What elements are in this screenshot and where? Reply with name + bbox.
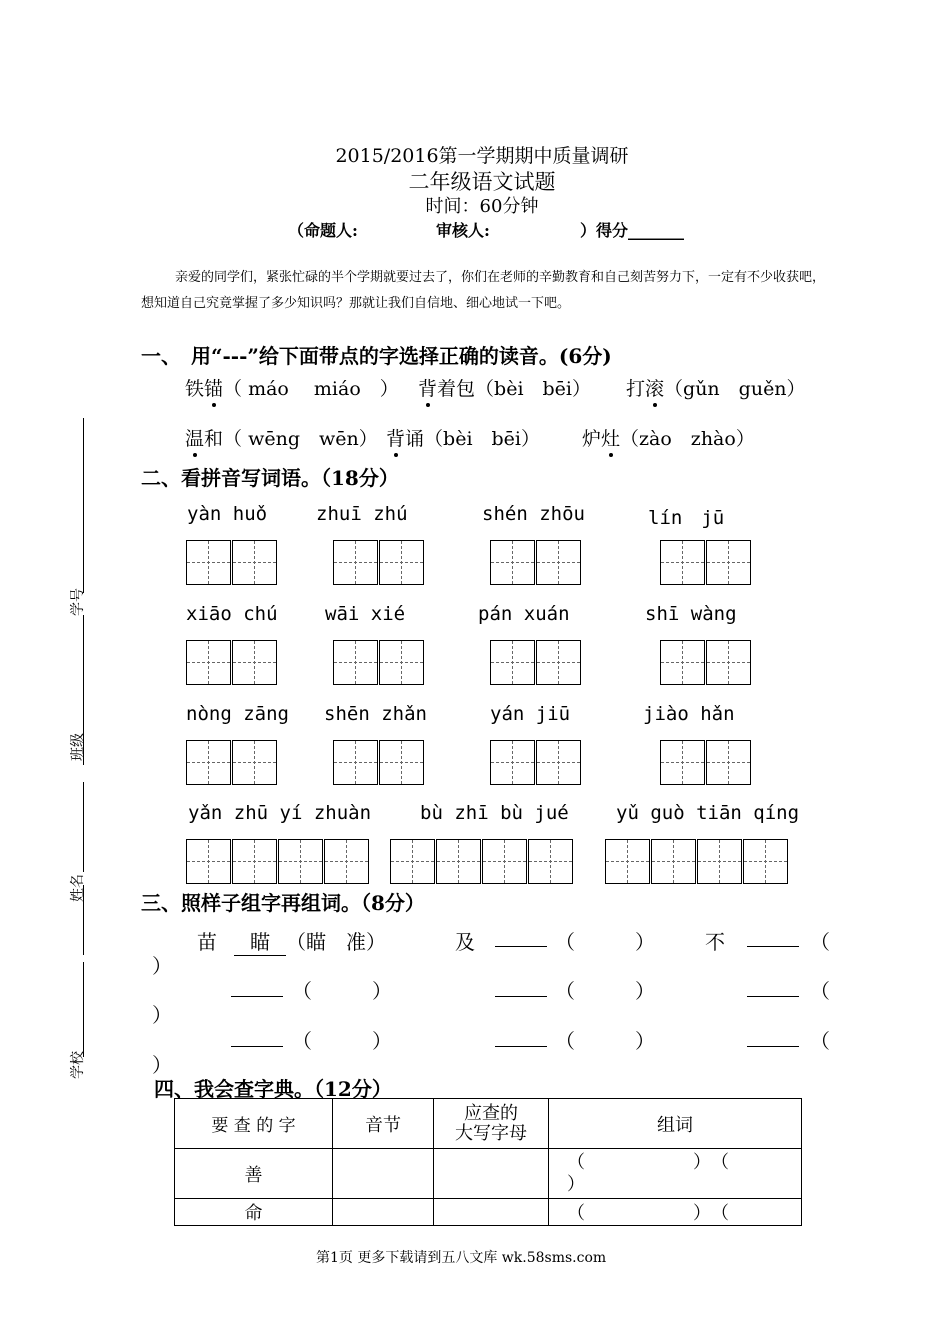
writing-grid[interactable] (660, 640, 752, 685)
writing-grid[interactable] (390, 839, 574, 884)
section2-title: 二、看拼音写词语。（18分） (141, 466, 399, 490)
answer-blank[interactable] (747, 946, 799, 947)
section4-title: 四、我会查字典。（12分） (154, 1077, 392, 1101)
answer-blank[interactable] (231, 996, 283, 997)
q1-item: 打滚（gǔn guěn） (626, 374, 806, 401)
class-label: 班级 (70, 733, 86, 761)
writing-grid[interactable] (186, 540, 278, 585)
q1-item: 炉灶（zào zhào） (582, 424, 755, 451)
example-words: （瞄 准） (286, 930, 386, 954)
pinyin-label: yán jiū (490, 703, 571, 725)
target-char: 及 (455, 930, 475, 954)
writing-grid[interactable] (186, 839, 370, 884)
pinyin-label: nòng zāng (186, 703, 289, 725)
q1-options: （ wēng wēn） (223, 428, 378, 450)
paren-close: ） (152, 1053, 172, 1077)
pinyin-label: lín jū (648, 507, 725, 529)
q1-dotted-char: 背 (418, 374, 437, 401)
writing-grid[interactable] (186, 640, 278, 685)
binding-line (83, 782, 84, 872)
q1-dotted-char: 背 (386, 424, 405, 451)
pinyin-label: xiāo chú (186, 603, 278, 625)
table-row (175, 1199, 802, 1226)
q1-options: （gǔn guěn） (664, 378, 806, 400)
meta-score: ）得分_______ (580, 221, 685, 240)
pinyin-label: yǎn zhū yí zhuàn (188, 802, 372, 824)
student-id-label: 学号 (70, 588, 86, 616)
paren-blank[interactable]: （ ） (292, 979, 392, 1003)
writing-grid[interactable] (660, 740, 752, 785)
q1-dotted-char: 滚 (645, 374, 664, 401)
pinyin-label: pán xuán (478, 603, 570, 625)
answer-blank[interactable] (747, 1046, 799, 1047)
syllable-cell[interactable] (333, 1149, 434, 1199)
q1-dotted-char: 温 (185, 424, 204, 451)
example-char: 苗 (197, 930, 217, 954)
writing-grid[interactable] (333, 540, 425, 585)
paren-close: ） (152, 1003, 172, 1027)
exam-time: 时间：60分钟 (425, 196, 539, 217)
q1-options: （zào zhào） (620, 428, 755, 450)
section1-title: 一、 用“---”给下面带点的字选择正确的读音。(6分) (141, 344, 612, 368)
example-answer: 瞄 (234, 926, 286, 956)
q1-dotted-char: 锚 (204, 374, 223, 401)
exam-title: 2015/2016第一学期期中质量调研 (335, 145, 629, 167)
meta-reviewer: 审核人: (436, 221, 490, 240)
paren-blank[interactable]: （ ） (555, 930, 655, 954)
pinyin-label: jiào hǎn (643, 703, 735, 725)
school-label: 学校 (70, 1051, 86, 1079)
pinyin-label: wāi xié (325, 603, 406, 625)
page-footer: 第1页 更多下载请到五八文库 wk.58sms.com (316, 1250, 607, 1266)
q1-dotted-char: 灶 (601, 424, 620, 451)
paren-blank[interactable]: （ ） (555, 1029, 655, 1053)
paren-close: ） (152, 954, 172, 978)
pinyin-label: zhuī zhú (316, 503, 408, 525)
table-header-row (175, 1099, 802, 1149)
pinyin-label: yàn huǒ (187, 503, 268, 525)
name-label: 姓名 (70, 874, 86, 902)
paren-blank[interactable]: （ ） (555, 979, 655, 1003)
exam-subtitle: 二年级语文试题 (408, 170, 556, 194)
q1-options: （bèi bēi） (424, 428, 540, 450)
pinyin-label: bù zhī bù jué (420, 802, 569, 824)
lookup-char: 善 (175, 1149, 333, 1199)
syllable-cell[interactable] (333, 1199, 434, 1226)
meta-setter: （命题人: (288, 221, 358, 240)
writing-grid[interactable] (605, 839, 789, 884)
binding-line (83, 418, 84, 593)
header-cell: 要 查 的 字 (175, 1099, 333, 1149)
q1-item: 背着包（bèi bēi） (418, 374, 591, 401)
section3-title: 三、照样子组字再组词。（8分） (141, 891, 425, 915)
answer-blank[interactable] (495, 1046, 547, 1047)
paren-open: （ (810, 1029, 830, 1053)
writing-grid[interactable] (333, 740, 425, 785)
answer-blank[interactable] (747, 996, 799, 997)
header-cell: 应查的 大写字母 (434, 1099, 549, 1149)
dictionary-table (174, 1098, 802, 1226)
answer-blank[interactable] (495, 946, 547, 947)
writing-grid[interactable] (490, 540, 582, 585)
letter-cell[interactable] (434, 1199, 549, 1226)
q1-text: 铁 (185, 378, 205, 400)
q1-item: 温和（ wēng wēn） (185, 424, 378, 451)
paren-open: （ (810, 930, 830, 954)
q1-options: （bèi bēi） (475, 378, 591, 400)
intro-paragraph: 亲爱的同学们，紧张忙碌的半个学期就要过去了，你们在老师的辛勤教育和自己刻苦努力下，一定有不少收获吧，想知道自己究竟掌握了多少知识吗？那就让我们自信地、细心地试一下吧。 (141, 270, 826, 311)
header-cell: 音节 (333, 1099, 434, 1149)
table-row (175, 1149, 802, 1199)
pinyin-label: shēn zhǎn (324, 703, 427, 725)
lookup-char: 命 (175, 1199, 333, 1226)
q1-item (185, 374, 399, 401)
letter-cell[interactable] (434, 1149, 549, 1199)
answer-blank[interactable] (495, 996, 547, 997)
pinyin-label: shén zhōu (482, 503, 585, 525)
writing-grid[interactable] (660, 540, 752, 585)
q1-item: 背诵（bèi bēi） (386, 424, 540, 451)
answer-blank[interactable] (231, 1046, 283, 1047)
paren-blank[interactable]: （ ） (292, 1029, 392, 1053)
writing-grid[interactable] (333, 640, 425, 685)
pinyin-label: yǔ guò tiān qíng (616, 802, 800, 824)
paren-open: （ (810, 979, 830, 1003)
words-cell[interactable]: （ ） （ ） (549, 1149, 802, 1199)
binding-line (83, 962, 84, 1057)
words-cell[interactable]: （ ） （ (549, 1199, 802, 1226)
header-cell: 组词 (549, 1099, 802, 1149)
q1-options: （ máo miáo ） (223, 378, 399, 400)
writing-grid[interactable] (490, 740, 582, 785)
target-char: 不 (705, 930, 725, 954)
pinyin-label: shī wàng (645, 603, 737, 625)
writing-grid[interactable] (186, 740, 278, 785)
writing-grid[interactable] (490, 640, 582, 685)
